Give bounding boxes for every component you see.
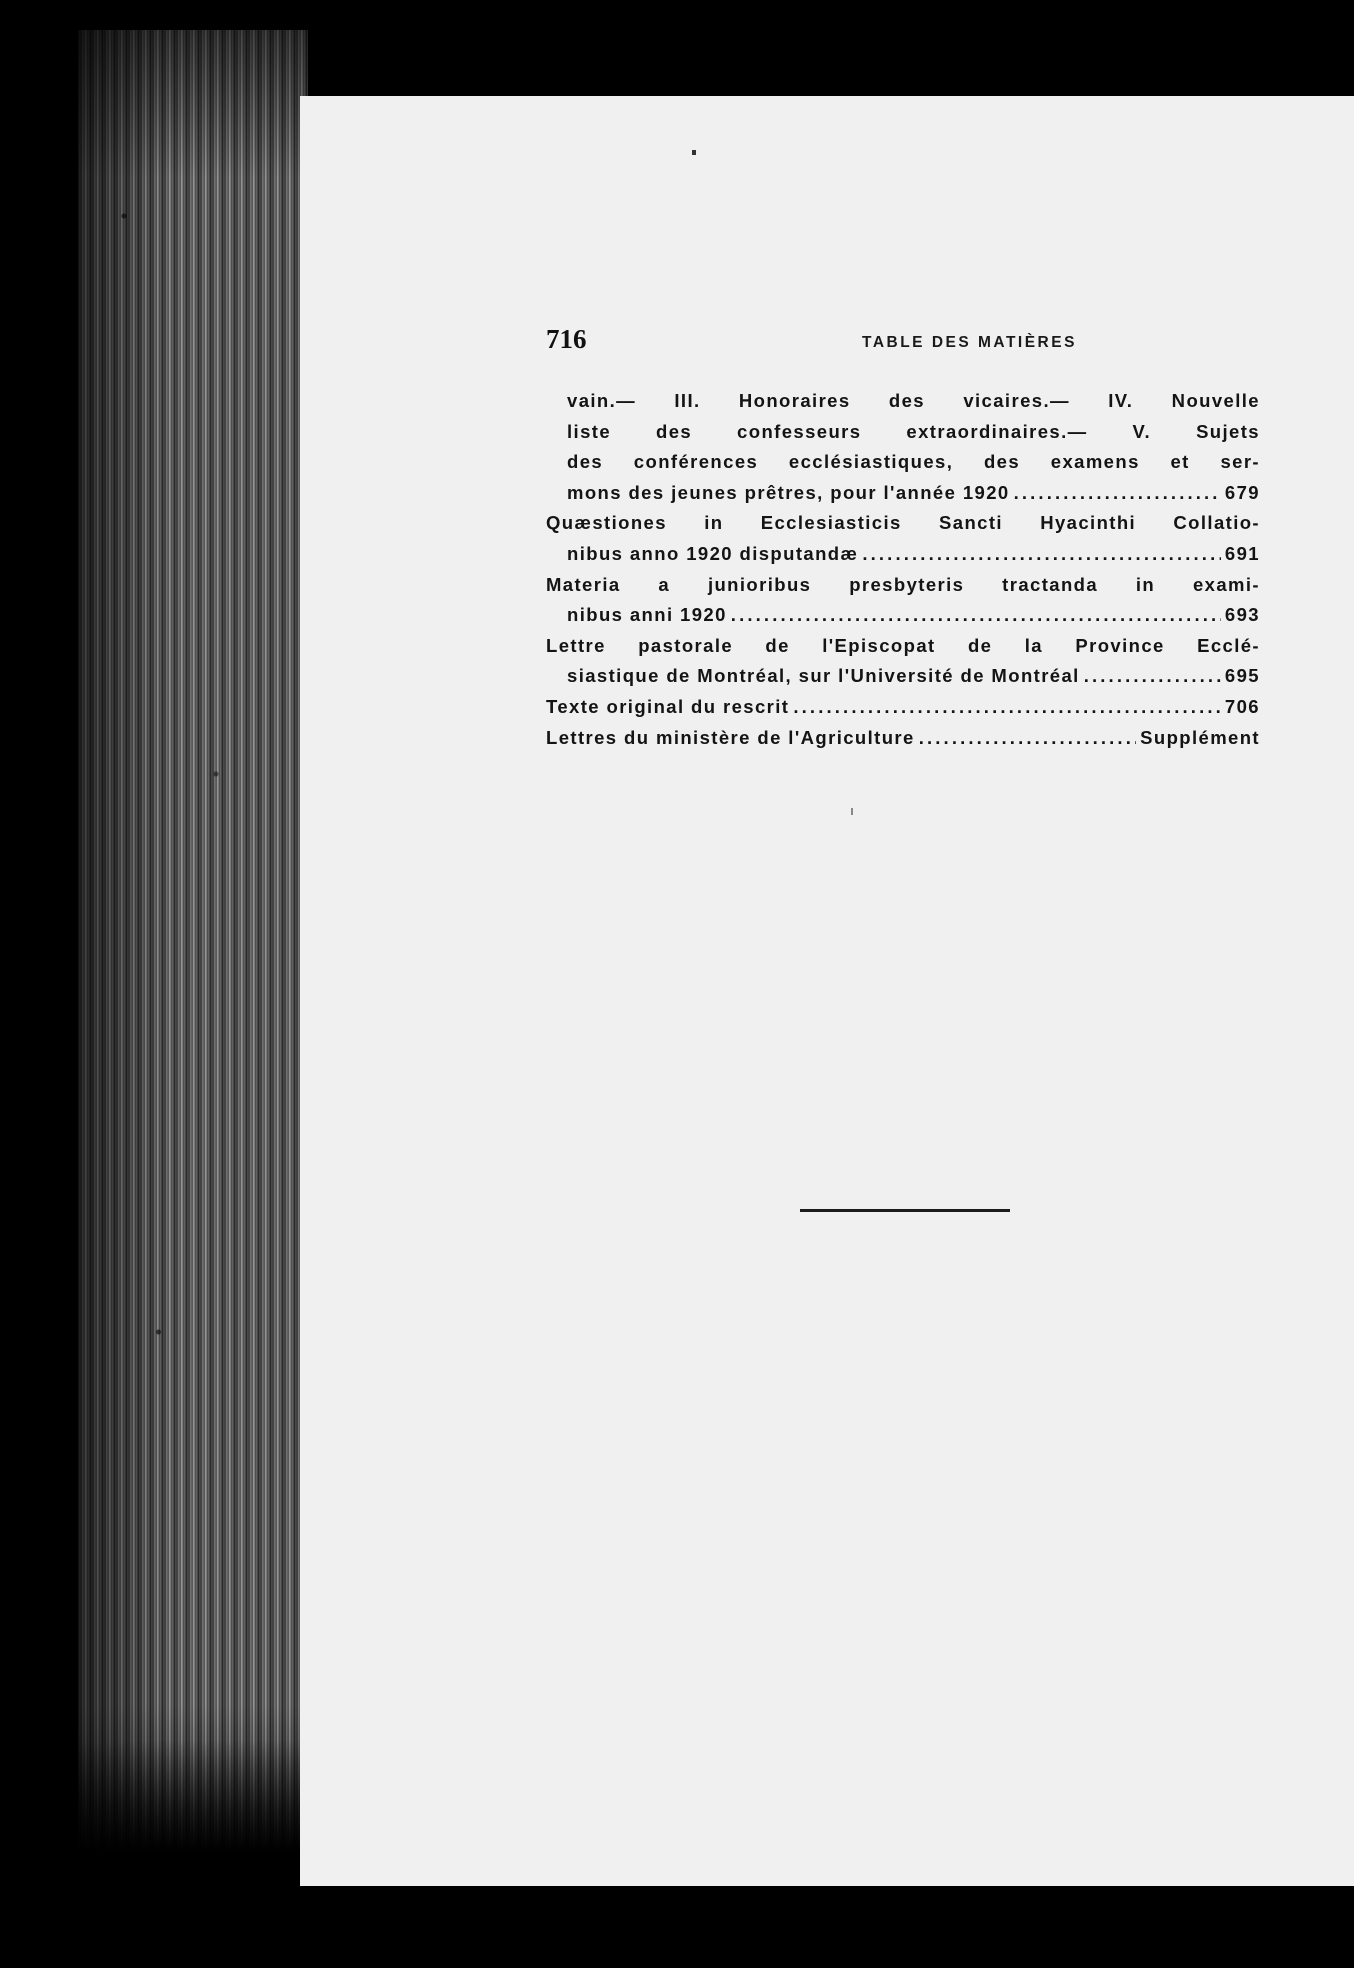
dot-leader (1084, 661, 1221, 692)
dot-leader (793, 692, 1221, 723)
toc-entry (546, 386, 1260, 508)
toc-line-text: mons des jeunes prêtres, pour l'année 1920 (567, 481, 1010, 503)
toc-line-text: Texte original du rescrit (546, 695, 790, 717)
toc-line (546, 447, 1260, 478)
toc-page-ref: 706 (1224, 695, 1260, 717)
toc-line (546, 600, 1260, 631)
toc-line-text: Lettre pastorale de l'Episcopat de la Province Ecclé- (546, 634, 1260, 656)
toc-entry (546, 692, 1260, 723)
print-speck (692, 150, 696, 155)
toc-entry (546, 723, 1260, 754)
toc-line (546, 508, 1260, 539)
dot-leader (731, 600, 1221, 631)
page-number: 716 (546, 324, 587, 354)
toc-page-ref: 695 (1224, 665, 1260, 687)
table-of-contents (546, 386, 1260, 753)
toc-line (546, 661, 1260, 692)
toc-line-text: Quæstiones in Ecclesiasticis Sancti Hyacinthi Collatio- (546, 512, 1260, 534)
toc-line (546, 478, 1260, 509)
toc-line-text: des conférences ecclésiastiques, des examens et ser- (567, 451, 1260, 473)
toc-line-text: Lettres du ministère de l'Agriculture (546, 726, 915, 748)
dot-leader (1014, 478, 1221, 509)
dot-leader (919, 723, 1136, 754)
toc-page-ref: 679 (1224, 481, 1260, 503)
end-rule (800, 1209, 1010, 1212)
page-header (546, 324, 1346, 364)
toc-entry (546, 570, 1260, 631)
toc-entry (546, 508, 1260, 569)
toc-line (546, 631, 1260, 662)
toc-line-text: nibus anni 1920 (567, 604, 727, 626)
book-page-edges (78, 30, 308, 1890)
toc-line (546, 386, 1260, 417)
toc-line (546, 417, 1260, 448)
toc-line (546, 570, 1260, 601)
toc-line-text: siastique de Montréal, sur l'Université de Montréal (567, 665, 1080, 687)
toc-line-text: liste des confesseurs extraordinaires.— V. Sujets (567, 420, 1260, 442)
toc-line-text: vain.— III. Honoraires des vicaires.— IV. Nouvelle (567, 390, 1260, 411)
toc-line-text: nibus anno 1920 disputandæ (567, 542, 859, 564)
book-page (300, 96, 1354, 1886)
toc-line (546, 692, 1260, 723)
toc-entry (546, 631, 1260, 692)
toc-line (546, 539, 1260, 570)
running-title: TABLE DES MATIÈRES (862, 334, 1077, 351)
toc-page-ref: Supplément (1140, 726, 1260, 748)
toc-page-ref: 691 (1224, 542, 1260, 564)
toc-line-text: Materia a junioribus presbyteris tractanda in exami- (546, 573, 1260, 595)
book-edge-shadow (60, 1740, 320, 1900)
print-speck (851, 808, 853, 815)
toc-page-ref: 693 (1224, 604, 1260, 626)
toc-line (546, 723, 1260, 754)
dot-leader (862, 539, 1221, 570)
